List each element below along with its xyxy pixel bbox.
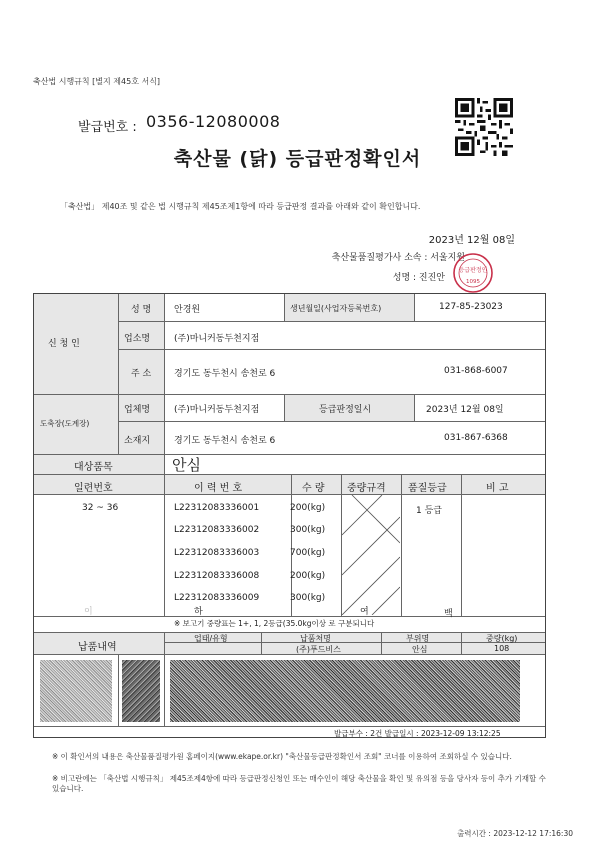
- legal-statement: 「축산법」 제40조 및 같은 법 시행규칙 제45조제1항에 따라 등급판정 결과를 아래와 같이 확인합니다.: [60, 202, 421, 211]
- svg-text:등급판정인: 등급판정인: [458, 267, 488, 274]
- footnote-inquiry: ※ 이 확인서의 내용은 축산물품질평가원 홈페이지(www.ekape.or.kr) "축산물등급판정확인서 조회" 코너를 이용하여 조회하실 수 있습니다.: [52, 752, 512, 761]
- workplace-biz-label: 업체명: [124, 405, 151, 415]
- footnote-remarks: ※ 비고란에는 「축산법 시행규칙」 제45조제4항에 따라 등급판정신청인 또는 매수인이 해당 축산물을 확인 및 유의점 등을 당사자 등이 추가 기재할 수 있습니다.: [52, 774, 546, 793]
- address-value: 경기도 동두천시 송천로 6: [174, 369, 276, 379]
- quantity: 300(kg): [290, 525, 326, 535]
- certificate-table: [33, 293, 546, 738]
- delivery-weight: 108: [494, 644, 510, 653]
- col-weight-spec: 중량규격: [347, 483, 386, 494]
- company-label: 업소명: [124, 334, 151, 344]
- trace-number: L22312083336001: [174, 503, 260, 513]
- delivery-label: 납품내역: [78, 642, 117, 653]
- address-label: 주 소: [131, 369, 152, 379]
- col-quality-grade: 품질등급: [408, 483, 447, 494]
- quantity: 200(kg): [290, 571, 326, 581]
- security-pattern: [122, 660, 160, 722]
- applicant-section-label: 신 청 인: [48, 339, 80, 349]
- trace-number: L22312083336002: [174, 525, 260, 535]
- form-reference: 축산법 시행규칙 [별지 제45호 서식]: [33, 77, 161, 86]
- blank-mark: 이: [84, 607, 93, 617]
- quantity: 300(kg): [290, 593, 326, 603]
- col-serial: 일련번호: [74, 483, 113, 494]
- blank-mark: 하: [194, 607, 203, 617]
- blank-mark: 백: [444, 609, 453, 619]
- serial-range: 32 ~ 36: [82, 503, 119, 513]
- quantity: 200(kg): [290, 503, 326, 513]
- evaluator-name: 성명 : 진진안: [392, 273, 445, 283]
- col-qty: 수 량: [302, 483, 325, 494]
- bizno-label: 생년월일(사업자등록번호): [290, 304, 382, 313]
- location-label: 소재지: [124, 436, 151, 446]
- document-title: 축산물 (닭) 등급판정확인서: [173, 148, 422, 170]
- grade-date-label: 등급판정일시: [319, 405, 372, 415]
- issue-number-label: 발급번호 :: [78, 120, 137, 135]
- target-item-label: 대상품목: [74, 462, 113, 473]
- weight-remark: ※ 보고기 중량표는 1+, 1, 2등급(35.0kg이상 로 구분되니다: [174, 619, 375, 628]
- target-item-value: 안심: [172, 456, 201, 474]
- delivery-col-buyer: 납품처명: [300, 634, 331, 643]
- issue-number: 0356-12080008: [146, 112, 281, 131]
- applicant-phone: 031-868-6007: [444, 366, 508, 376]
- quality-grade-value: 1 등급: [416, 506, 442, 516]
- company-value: (주)마니커동두천지점: [174, 334, 260, 344]
- security-pattern: [40, 660, 112, 722]
- trace-number: L22312083336009: [174, 593, 260, 603]
- certification-date: 2023년 12월 08일: [428, 235, 515, 246]
- location-value: 경기도 동두천시 송천로 6: [174, 436, 276, 446]
- delivery-buyer: (주)푸드비스: [296, 645, 341, 654]
- workplace-biz-value: (주)마니커동두천지점: [174, 405, 260, 415]
- grade-date-value: 2023년 12월 08일: [426, 405, 504, 415]
- issue-info: 발급부수 : 2건 발급일시 : 2023-12-09 13:12:25: [334, 729, 501, 738]
- print-time: 출력시간 : 2023-12-12 17:16:30: [457, 829, 573, 838]
- qr-code-icon: [455, 98, 513, 156]
- col-remarks: 비 고: [486, 483, 509, 494]
- workplace-phone: 031-867-6368: [444, 433, 508, 443]
- bizno-value: 127-85-23023: [439, 302, 503, 312]
- applicant-name: 안경원: [174, 305, 201, 315]
- delivery-col-part: 부위명: [406, 634, 430, 643]
- trace-number: L22312083336003: [174, 548, 260, 558]
- trace-number: L22312083336008: [174, 571, 260, 581]
- appraiser-affiliation: 축산물품질평가사 소속 : 서울지원: [331, 253, 465, 263]
- svg-text:1095: 1095: [466, 279, 480, 285]
- blank-mark: 여: [360, 607, 369, 617]
- quantity: 700(kg): [290, 548, 326, 558]
- delivery-col-type: 업태/유형: [194, 634, 228, 643]
- workplace-section-label: 도축장(도계장): [40, 419, 90, 428]
- delivery-col-weight: 중량(kg): [486, 634, 518, 643]
- name-label: 성 명: [131, 305, 152, 315]
- security-barcode: [170, 660, 520, 722]
- official-seal-icon: [452, 252, 494, 294]
- delivery-part: 안심: [412, 645, 428, 654]
- weight-spec-crosshatch: [342, 495, 400, 615]
- col-trace: 이 력 번 호: [194, 483, 243, 494]
